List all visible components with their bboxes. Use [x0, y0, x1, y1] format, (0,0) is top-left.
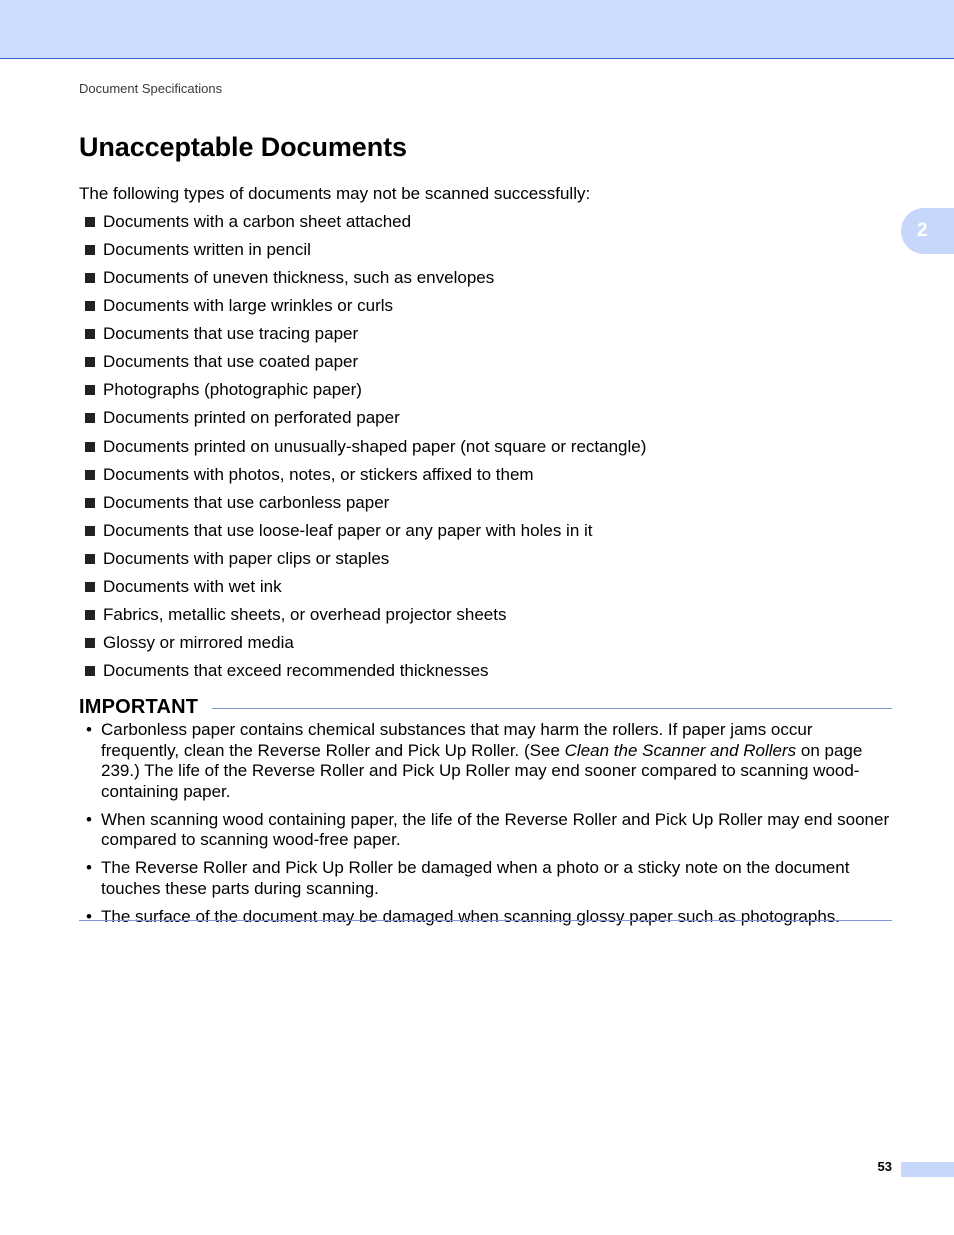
list-item — [79, 577, 646, 605]
list-item — [79, 408, 646, 436]
list-item-text: Documents with large wrinkles or curls — [103, 296, 394, 316]
list-item — [79, 352, 646, 380]
square-bullet-icon — [85, 666, 95, 676]
list-item — [79, 521, 646, 549]
list-item — [79, 549, 646, 577]
chapter-tab[interactable] — [901, 208, 954, 254]
square-bullet-icon — [85, 582, 95, 592]
square-bullet-icon — [85, 273, 95, 283]
important-notes-list — [79, 720, 892, 935]
chapter-number: 2 — [917, 220, 928, 241]
note-text: on page 239.) The life of the Reverse Roller and Pick Up Roller may end sooner compared to scanning wood-containing paper. — [101, 740, 863, 801]
list-item-text: Documents with paper clips or staples — [103, 548, 390, 568]
list-item-text: Documents of uneven thickness, such as envelopes — [103, 268, 495, 288]
list-item — [79, 465, 646, 493]
list-item-text: Documents that use tracing paper — [103, 324, 359, 344]
list-item-text: Documents printed on perforated paper — [103, 408, 400, 428]
list-item — [79, 296, 646, 324]
square-bullet-icon — [85, 357, 95, 367]
list-item-text: Documents written in pencil — [103, 240, 311, 260]
list-item-text: Documents that use carbonless paper — [103, 492, 390, 512]
page-number: 53 — [877, 1159, 892, 1174]
square-bullet-icon — [85, 217, 95, 227]
square-bullet-icon — [85, 638, 95, 648]
square-bullet-icon — [85, 442, 95, 452]
important-note — [79, 858, 892, 899]
list-item — [79, 437, 646, 465]
list-item — [79, 240, 646, 268]
square-bullet-icon — [85, 413, 95, 423]
square-bullet-icon — [85, 301, 95, 311]
bullet-dot-icon: • — [86, 858, 92, 877]
list-item — [79, 324, 646, 352]
square-bullet-icon — [85, 554, 95, 564]
list-item-text: Fabrics, metallic sheets, or overhead projector sheets — [103, 604, 507, 624]
square-bullet-icon — [85, 329, 95, 339]
important-note — [79, 907, 892, 928]
list-item-text: Documents with wet ink — [103, 576, 282, 596]
note-text: The surface of the document may be damaged when scanning glossy paper such as photographs. — [101, 906, 841, 926]
square-bullet-icon — [85, 610, 95, 620]
square-bullet-icon — [85, 526, 95, 536]
list-item-text: Documents that exceed recommended thicknesses — [103, 661, 489, 680]
important-heading — [79, 695, 892, 719]
list-item — [79, 212, 646, 240]
bullet-dot-icon: • — [86, 720, 92, 739]
note-text: When scanning wood containing paper, the life of the Reverse Roller and Pick Up Roller may end sooner compared to scanning wood-free paper. — [101, 809, 890, 849]
section-title: Unacceptable Documents — [79, 132, 407, 162]
important-note — [79, 810, 892, 851]
list-item-text: Documents printed on unusually-shaped paper (not square or rectangle) — [103, 436, 647, 456]
square-bullet-icon — [85, 470, 95, 480]
unacceptable-documents-list — [79, 212, 646, 689]
cross-reference-link[interactable]: Clean the Scanner and Rollers — [564, 740, 797, 760]
list-item-text: Documents that use loose-leaf paper or any paper with holes in it — [103, 520, 593, 540]
list-item-text: Documents with photos, notes, or stickers affixed to them — [103, 464, 534, 484]
note-text: Carbonless paper contains chemical substances that may harm the rollers. If paper jams occur frequently, clean the Reverse Roller and Pick Up Roller. (See — [101, 720, 813, 760]
list-item — [79, 605, 646, 633]
important-end-divider — [79, 920, 892, 921]
list-item — [79, 493, 646, 521]
square-bullet-icon — [85, 245, 95, 255]
list-item — [79, 661, 646, 689]
important-divider — [212, 708, 892, 709]
list-item-text: Documents with a carbon sheet attached — [103, 212, 412, 231]
note-text: The Reverse Roller and Pick Up Roller be damaged when a photo or a sticky note on the document touches these parts during scanning. — [101, 858, 850, 898]
list-item — [79, 633, 646, 661]
square-bullet-icon — [85, 498, 95, 508]
list-item-text: Photographs (photographic paper) — [103, 380, 362, 400]
list-item-text: Glossy or mirrored media — [103, 632, 294, 652]
list-item — [79, 268, 646, 296]
running-header: Document Specifications — [79, 81, 223, 96]
section-intro: The following types of documents may not be scanned successfully: — [79, 184, 591, 203]
important-label: IMPORTANT — [79, 695, 199, 718]
bullet-dot-icon: • — [86, 809, 92, 829]
header-band — [0, 0, 954, 59]
important-note — [79, 720, 892, 802]
list-item-text: Documents that use coated paper — [103, 352, 359, 372]
list-item — [79, 380, 646, 408]
page-number-bar — [901, 1162, 954, 1177]
square-bullet-icon — [85, 385, 95, 395]
bullet-dot-icon: • — [86, 906, 92, 926]
